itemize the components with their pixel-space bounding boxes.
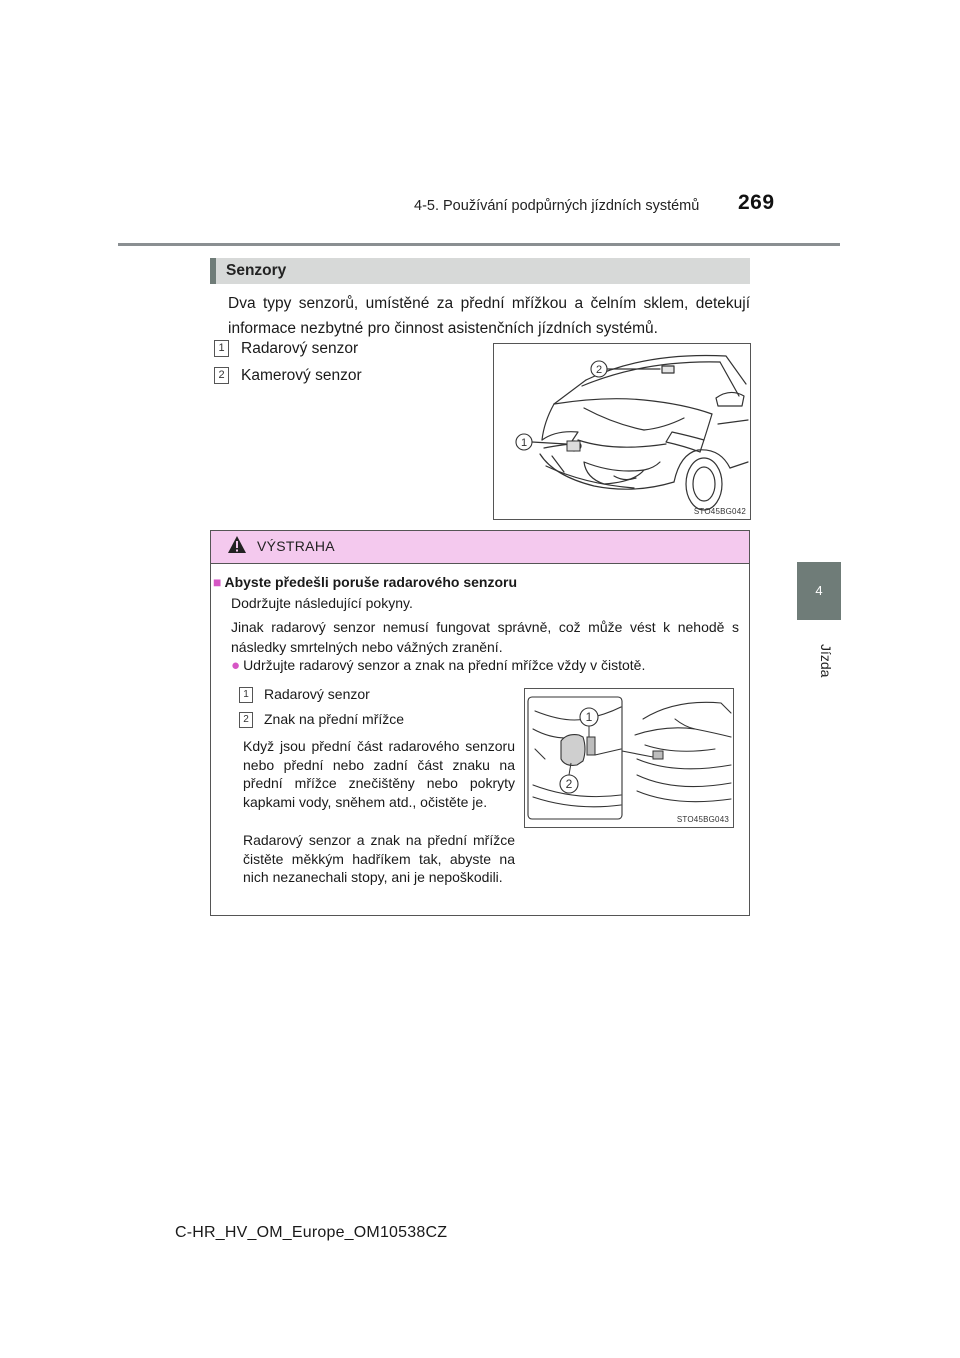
header-section-title: 4-5. Používání podpůrných jízdních systémů xyxy=(414,198,700,214)
grille-illustration xyxy=(525,689,733,827)
car-sensors-figure xyxy=(493,343,751,520)
legend-number: 2 xyxy=(239,712,253,728)
warning-paragraph: Jinak radarový senzor nemusí fungovat správně, což může vést k nehodě s následky smrtelných nebo vážných zranění. xyxy=(231,619,739,655)
chapter-tab: 4 xyxy=(797,562,841,620)
header-rule xyxy=(118,243,840,246)
svg-text:1: 1 xyxy=(585,710,593,724)
warning-bullet-text: Udržujte radarový senzor a znak na přední mřížce vždy v čistotě. xyxy=(243,657,646,673)
heading-square-icon: ■ xyxy=(213,574,222,590)
warning-bullet xyxy=(231,657,645,674)
cleaning-instruction-2: Radarový senzor a znak na přední mřížce čistěte měkkým hadříkem tak, abyste na nich nezanechali stopy, ani je nepoškodili. xyxy=(243,832,515,885)
warning-heading-text: Abyste předešli poruše radarového senzoru xyxy=(224,574,517,590)
legend-item-camera xyxy=(214,367,362,385)
legend-text: Kamerový senzor xyxy=(241,367,362,384)
car-illustration xyxy=(494,344,750,519)
legend-number: 1 xyxy=(239,687,253,703)
warning-line: Dodržujte následující pokyny. xyxy=(231,595,413,611)
section-accent xyxy=(210,258,216,284)
bullet-dot-icon: ● xyxy=(231,657,241,674)
chapter-label: Jízda xyxy=(818,644,834,678)
grille-sensor-figure xyxy=(524,688,734,828)
legend-number: 1 xyxy=(214,340,229,357)
document-id: C-HR_HV_OM_Europe_OM10538CZ xyxy=(175,1224,448,1241)
callout-1 xyxy=(580,708,598,726)
callout-1 xyxy=(516,434,532,450)
legend-text: Radarový senzor xyxy=(264,686,370,702)
section-title: Senzory xyxy=(226,262,287,279)
svg-text:2: 2 xyxy=(565,777,573,791)
warning-box xyxy=(210,530,750,916)
warning-title: VÝSTRAHA xyxy=(257,538,335,554)
intro-paragraph: Dva typy senzorů, umístěné za přední mřížkou a čelním sklem, detekují informace nezbytné pro činnost asistenčních jízdních systémů. xyxy=(228,295,750,337)
legend-number: 2 xyxy=(214,367,229,384)
svg-text:1: 1 xyxy=(520,437,528,449)
page-number: 269 xyxy=(738,191,775,214)
chapter-label-wrapper xyxy=(808,626,838,676)
cleaning-instruction-1: Když jsou přední část radarového senzoru nebo přední nebo zadní část znaku na přední mřížce znečištěny nebo pokryty kapkami vody, sněhem atd., očistěte je. xyxy=(243,738,515,810)
svg-text:2: 2 xyxy=(595,364,603,376)
legend-text: Radarový senzor xyxy=(241,340,359,357)
figure-code: STO45BG043 xyxy=(676,815,729,824)
warning-heading xyxy=(213,574,517,590)
callout-2 xyxy=(560,775,578,793)
callout-2 xyxy=(591,361,607,377)
figure-code: STO45BG042 xyxy=(693,507,746,516)
warning-legend-emblem xyxy=(239,711,404,728)
warning-header xyxy=(211,531,749,564)
section-heading-bar xyxy=(210,258,750,284)
legend-text: Znak na přední mřížce xyxy=(264,711,405,727)
warning-legend-radar xyxy=(239,686,370,703)
legend-item-radar xyxy=(214,340,358,358)
warning-triangle-icon xyxy=(227,535,247,555)
